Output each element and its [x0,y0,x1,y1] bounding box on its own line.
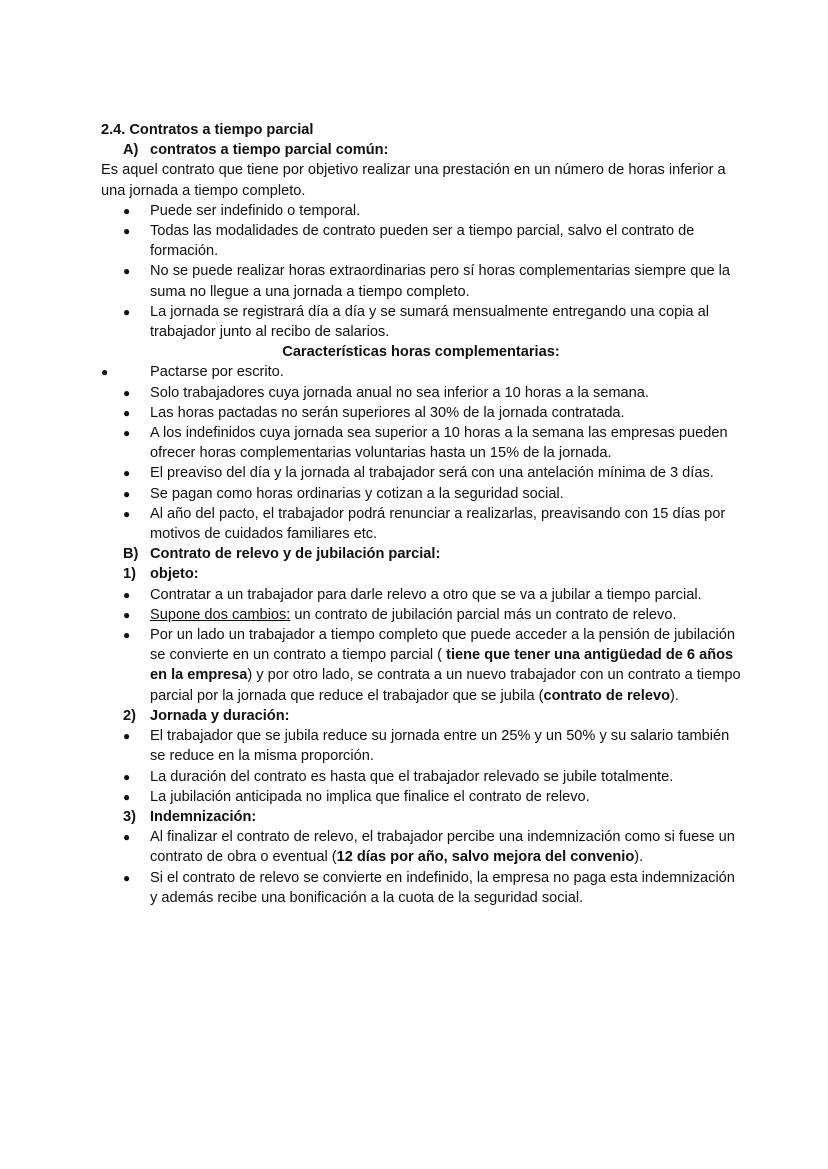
list-item: ● Las horas pactadas no serán superiores al 30% de la jornada contratada. [101,403,741,423]
bullet-icon: ● [123,830,131,845]
list-item: ● El trabajador que se jubila reduce su jornada entre un 25% y un 50% y su salario también se reduce en la misma proporción. [123,728,730,765]
list-item: ● Por un lado un trabajador a tiempo completo que puede acceder a la pensión de jubilación se convierte en un contrato a tiempo parcial ( tiene que tener una antigüedad de 6 años en la empresa) y por otro lado, se contrata a un nuevo trabajador con un contrato a tiempo parcial por la jornada que reduce el trabajador que se jubila (contrato de relevo). [123,627,741,704]
caracteristicas-title: Características horas complementarias: [282,344,560,361]
subsection-1-marker: 1) [123,566,136,583]
list-item: ● No se puede realizar horas extraordinarias pero sí horas complementarias siempre que la suma no llegue a una jornada a tiempo completo. [123,263,730,300]
part-b-heading [101,544,741,564]
bullet-icon: ● [123,203,131,218]
part-b-heading-text: Contrato de relevo y de jubilación parcial: [150,546,441,563]
document-content [101,120,741,908]
bullet-icon: ● [123,224,131,239]
bullet-icon: ● [123,405,131,420]
bullet-icon: ● [123,628,131,643]
list-item: ● El preaviso del día y la jornada al trabajador será con una antelación mínima de 3 días. [101,463,741,483]
list-item: ● Pactarse por escrito. [101,362,741,382]
list-item: ● Al año del pacto, el trabajador podrá renunciar a realizarlas, preavisando con 15 días por motivos de cuidados familiares etc. [123,505,726,543]
part-a-marker: A) [123,142,139,159]
list-item: ● Si el contrato de relevo se convierte en indefinido, la empresa no paga esta indemnización y además recibe una bonificación a la cuota de la seguridad social. [123,869,735,906]
part-b-marker: B) [123,546,139,563]
bullet-icon: ● [123,506,131,521]
subsection-2-heading: 2) Jornada y duración: [101,706,741,726]
bullet-icon: ● [123,486,131,501]
bullet-icon: ● [123,789,131,804]
part-a-intro: Es aquel contrato que tiene por objetivo realizar una prestación en un número de horas inferior a una jornada a tiempo completo. [101,162,726,199]
part-a-heading [101,140,741,160]
list-item: ● Todas las modalidades de contrato pueden ser a tiempo parcial, salvo el contrato de formación. [123,223,695,260]
bullet-icon: ● [123,466,131,481]
list-item: ● A los indefinidos cuya jornada sea superior a 10 horas a la semana las empresas pueden ofrecer horas complementarias voluntarias hasta un 15% de la jornada. [123,425,728,462]
list-item: ● Supone dos cambios: un contrato de jubilación parcial más un contrato de relevo. [101,605,741,625]
bold-phrase: contrato de relevo [543,687,670,704]
list-item: ● La jornada se registrará día a día y se sumará mensualmente entregando una copia al trabajador junto al recibo de salarios. [123,303,709,341]
list-item: ● Contratar a un trabajador para darle relevo a otro que se va a jubilar a tiempo parcial. [101,585,741,605]
list-item: ● La jubilación anticipada no implica que finalice el contrato de relevo. [101,787,741,807]
subsection-3-heading: 3) Indemnización: [101,807,741,827]
part-a-heading-text: contratos a tiempo parcial común: [150,142,389,159]
list-item: ● Al finalizar el contrato de relevo, el trabajador percibe una indemnización como si fuese un contrato de obra o eventual (12 días por año, salvo mejora del convenio). [123,829,735,866]
list-item: ● Puede ser indefinido o temporal. [101,201,741,221]
list-item: ● La duración del contrato es hasta que el trabajador relevado se jubile totalmente. [101,767,741,787]
bold-phrase: tiene que tener una antigüedad de 6 años en la empresa [150,647,734,684]
bullet-icon: ● [123,385,131,400]
underlined-phrase: Supone dos cambios: [150,606,291,623]
list-item: ● Se pagan como horas ordinarias y cotizan a la seguridad social. [101,484,741,504]
bullet-icon: ● [123,729,131,744]
bullet-icon: ● [101,365,109,380]
bullet-icon: ● [123,426,131,441]
bullet-icon: ● [123,769,131,784]
bullet-icon: ● [123,607,131,622]
section-title: 2.4. Contratos a tiempo parcial [101,122,314,138]
bullet-icon: ● [123,264,131,279]
bullet-icon: ● [123,587,131,602]
list-item: ● Solo trabajadores cuya jornada anual no sea inferior a 10 horas a la semana. [101,383,741,403]
bullet-icon: ● [123,304,131,319]
subsection-1-heading: 1) objeto: [101,564,741,584]
subsection-2-marker: 2) [123,707,136,724]
subsection-3-marker: 3) [123,808,136,825]
bullet-icon: ● [123,870,131,885]
bold-phrase: 12 días por año, salvo mejora del convenio [336,849,635,866]
